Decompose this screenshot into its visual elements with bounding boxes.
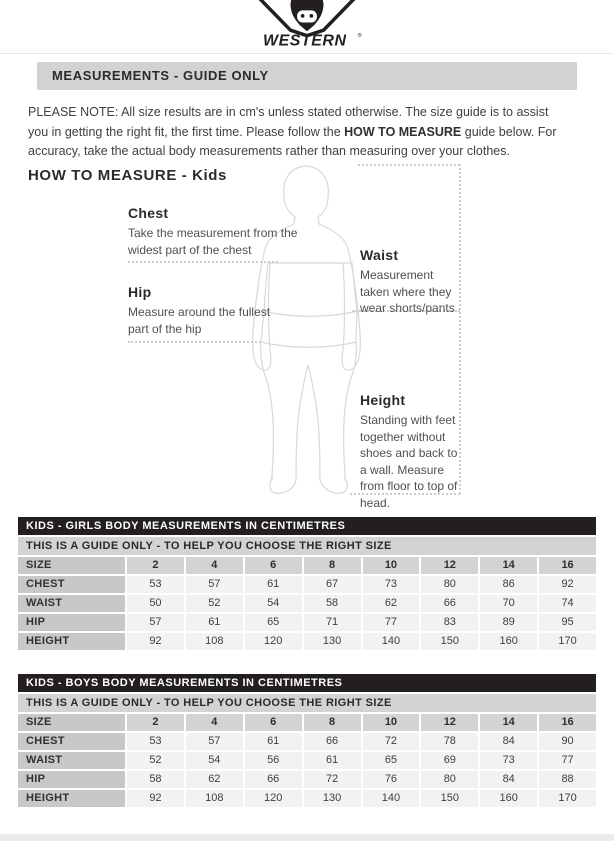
- hip-guide-line: [128, 341, 261, 343]
- brand-logo: [241, 0, 373, 48]
- row-label-chest: CHEST: [18, 733, 125, 750]
- measurement-cell: 61: [304, 752, 361, 769]
- measure-label-waist: [360, 247, 464, 317]
- boys-table-title-bar: KIDS - BOYS BODY MEASUREMENTS IN CENTIMETRES: [18, 674, 596, 692]
- measurement-cell: 150: [421, 790, 478, 807]
- note-part-1: PLEASE NOTE: All size results are in cm's unless stated otherwise. The size guide is to assist you in getting the right fit, the first time. Please follow the: [28, 105, 549, 139]
- measurement-cell: 53: [127, 733, 184, 750]
- measurement-cell: 65: [245, 614, 302, 631]
- measurement-cell: 54: [186, 752, 243, 769]
- measurement-cell: 76: [363, 771, 420, 788]
- measure-label-height: [360, 392, 464, 511]
- size-header-cell: 12: [421, 557, 478, 574]
- size-header-cell: 16: [539, 557, 596, 574]
- measurement-cell: 54: [245, 595, 302, 612]
- measurement-cell: 89: [480, 614, 537, 631]
- measurement-cell: 52: [127, 752, 184, 769]
- measurement-cell: 66: [304, 733, 361, 750]
- measurement-cell: 52: [186, 595, 243, 612]
- measurement-cell: 130: [304, 633, 361, 650]
- measurement-cell: 77: [539, 752, 596, 769]
- size-header-cell: 2: [127, 714, 184, 731]
- measurement-cell: 74: [539, 595, 596, 612]
- measurement-cell: 170: [539, 790, 596, 807]
- measurement-cell: 88: [539, 771, 596, 788]
- height-label-description: Standing with feet together without shoes and back to a wall. Measure from floor to top of head.: [360, 413, 458, 510]
- boys-table-subtitle-bar: THIS IS A GUIDE ONLY - TO HELP YOU CHOOSE THE RIGHT SIZE: [18, 694, 596, 712]
- measurement-cell: 62: [363, 595, 420, 612]
- measurement-cell: 150: [421, 633, 478, 650]
- measurement-cell: 61: [186, 614, 243, 631]
- measurement-cell: 73: [480, 752, 537, 769]
- size-header-cell: 12: [421, 714, 478, 731]
- girls-table-subtitle-bar: THIS IS A GUIDE ONLY - TO HELP YOU CHOOSE THE RIGHT SIZE: [18, 537, 596, 555]
- measurement-cell: 83: [421, 614, 478, 631]
- registered-mark: ®: [357, 32, 362, 39]
- measurement-cell: 57: [186, 576, 243, 593]
- measurement-cell: 70: [480, 595, 537, 612]
- size-header-cell: 14: [480, 714, 537, 731]
- row-label-waist: WAIST: [18, 595, 125, 612]
- row-label-hip: HIP: [18, 771, 125, 788]
- measurement-cell: 108: [186, 633, 243, 650]
- page-title-bar: [37, 62, 577, 90]
- row-label-size: SIZE: [18, 714, 125, 731]
- size-header-cell: 6: [245, 557, 302, 574]
- measurement-cell: 160: [480, 790, 537, 807]
- girls-table-title-bar: KIDS - GIRLS BODY MEASUREMENTS IN CENTIMETRES: [18, 517, 596, 535]
- row-label-height: HEIGHT: [18, 633, 125, 650]
- measure-label-hip: [128, 284, 278, 337]
- measurement-cell: 56: [245, 752, 302, 769]
- note-text: [28, 103, 566, 162]
- row-label-waist: WAIST: [18, 752, 125, 769]
- note-bold: HOW TO MEASURE: [344, 124, 462, 139]
- measurement-cell: 58: [304, 595, 361, 612]
- measurement-cell: 86: [480, 576, 537, 593]
- row-label-hip: HIP: [18, 614, 125, 631]
- size-header-cell: 14: [480, 557, 537, 574]
- measurement-cell: 120: [245, 633, 302, 650]
- size-header-cell: 6: [245, 714, 302, 731]
- size-header-cell: 8: [304, 714, 361, 731]
- brand-wordmark: WESTERN: [263, 32, 347, 48]
- measurement-cell: 73: [363, 576, 420, 593]
- height-label-title: Height: [360, 392, 406, 408]
- measurement-cell: 57: [186, 733, 243, 750]
- size-header-cell: 8: [304, 557, 361, 574]
- size-header-cell: 4: [186, 714, 243, 731]
- measurement-cell: 84: [480, 771, 537, 788]
- row-label-height: HEIGHT: [18, 790, 125, 807]
- size-header-cell: 2: [127, 557, 184, 574]
- measurement-cell: 90: [539, 733, 596, 750]
- measurement-cell: 72: [304, 771, 361, 788]
- boys-measurements-table: [18, 674, 596, 807]
- size-header-cell: 10: [363, 714, 420, 731]
- measurement-cell: 140: [363, 633, 420, 650]
- measurement-cell: 61: [245, 576, 302, 593]
- measurement-cell: 72: [363, 733, 420, 750]
- waist-label-title: Waist: [360, 247, 399, 263]
- bull-head-icon: [241, 0, 373, 48]
- row-label-size: SIZE: [18, 557, 125, 574]
- measurement-cell: 130: [304, 790, 361, 807]
- size-header-cell: 4: [186, 557, 243, 574]
- size-header-cell: 10: [363, 557, 420, 574]
- boys-table-grid: [18, 714, 596, 807]
- measurement-cell: 50: [127, 595, 184, 612]
- measurement-cell: 66: [245, 771, 302, 788]
- measurement-cell: 92: [127, 790, 184, 807]
- measurement-cell: 95: [539, 614, 596, 631]
- measurement-cell: 92: [539, 576, 596, 593]
- head-top-guide-line: [358, 164, 460, 166]
- measurement-cell: 69: [421, 752, 478, 769]
- size-header-cell: 16: [539, 714, 596, 731]
- measurement-cell: 140: [363, 790, 420, 807]
- footer-band: [0, 834, 614, 841]
- girls-table-grid: [18, 557, 596, 650]
- measurement-cell: 170: [539, 633, 596, 650]
- waist-label-description: Measurement taken where they wear shorts/pants: [360, 268, 455, 315]
- measurement-cell: 84: [480, 733, 537, 750]
- measurement-cell: 160: [480, 633, 537, 650]
- hip-label-title: Hip: [128, 284, 152, 300]
- girls-measurements-table: [18, 517, 596, 650]
- measurement-cell: 80: [421, 771, 478, 788]
- measurement-cell: 62: [186, 771, 243, 788]
- measurement-cell: 53: [127, 576, 184, 593]
- hip-label-description: Measure around the fullest part of the hip: [128, 305, 271, 336]
- measure-label-chest: [128, 205, 300, 258]
- top-divider: [0, 53, 614, 54]
- chest-label-description: Take the measurement from the widest part of the chest: [128, 226, 298, 257]
- measurement-cell: 78: [421, 733, 478, 750]
- measurement-cell: 92: [127, 633, 184, 650]
- measurement-cell: 71: [304, 614, 361, 631]
- chest-guide-line: [128, 261, 278, 263]
- note-part-2: guide below. For accuracy, take the actual body measurements rather than measuring over your clothes.: [28, 124, 557, 158]
- measurement-cell: 58: [127, 771, 184, 788]
- measurement-cell: 61: [245, 733, 302, 750]
- measurement-cell: 57: [127, 614, 184, 631]
- measurement-cell: 77: [363, 614, 420, 631]
- measurement-cell: 80: [421, 576, 478, 593]
- chest-label-title: Chest: [128, 205, 169, 221]
- measurement-cell: 66: [421, 595, 478, 612]
- how-to-measure-heading: HOW TO MEASURE - Kids: [28, 167, 227, 184]
- measurement-cell: 65: [363, 752, 420, 769]
- measurement-cell: 67: [304, 576, 361, 593]
- measurement-cell: 120: [245, 790, 302, 807]
- row-label-chest: CHEST: [18, 576, 125, 593]
- measurement-cell: 108: [186, 790, 243, 807]
- page-title: MEASUREMENTS - GUIDE ONLY: [52, 68, 269, 83]
